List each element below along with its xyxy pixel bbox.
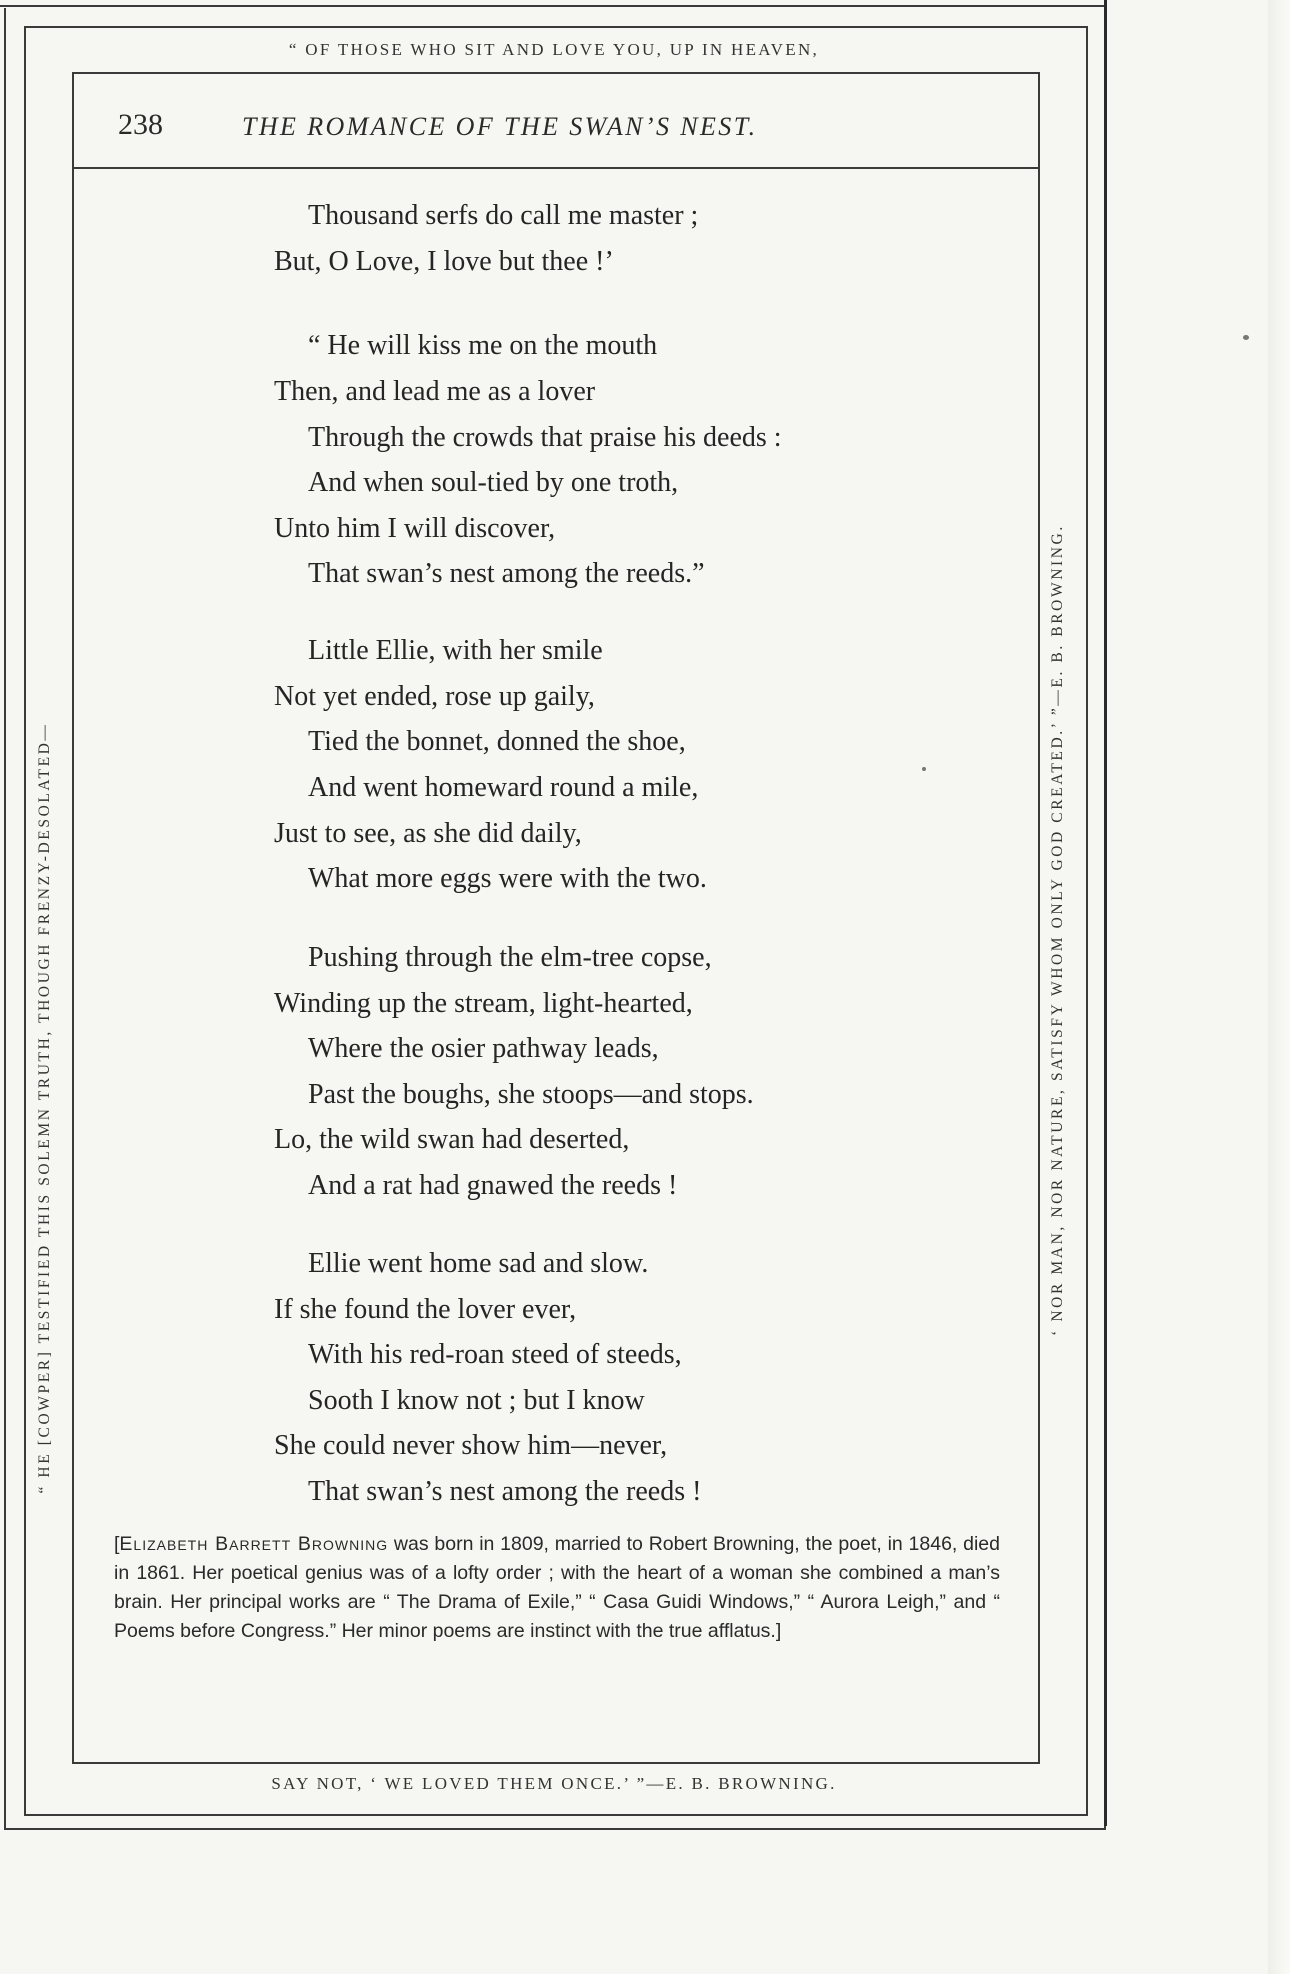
poem-line: And went homeward round a mile, <box>308 772 699 803</box>
poem-line: If she found the lover ever, <box>274 1294 577 1325</box>
poem-line: That swan’s nest among the reeds.” <box>308 558 705 589</box>
poem-line: But, O Love, I love but thee !’ <box>274 246 614 277</box>
poem-line: That swan’s nest among the reeds ! <box>308 1476 702 1507</box>
poem-line: Sooth I know not ; but I know <box>308 1385 645 1416</box>
note-bracket: [ <box>114 1533 120 1555</box>
note-text: was born in 1809, married to Robert Browning, the poet, in 1846, died in 1861. Her poetical genius was of a lofty order ; with the heart of a woman she combined a man’s brain. Her principal works are “ The Drama of Exile,” “ Casa Guidi Windows,” “ Aurora Leigh,” and “ Poems before Congress.” Her minor poems are instinct with the true afflatus.] <box>114 1533 1000 1642</box>
note-author: Elizabeth Barrett Browning <box>119 1533 389 1555</box>
poem-line: Through the crowds that praise his deeds : <box>308 422 782 453</box>
poem-line: What more eggs were with the two. <box>308 863 707 894</box>
poem-line: She could never show him—never, <box>274 1430 668 1461</box>
poem-line: Little Ellie, with her smile <box>308 635 603 666</box>
poem-line: Then, and lead me as a lover <box>274 376 596 407</box>
left-border-quote-text: “ HE [COWPER] TESTIFIED THIS SOLEMN TRUTH, THOUGH FRENZY-DESOLATED— <box>36 722 53 1494</box>
biographical-note <box>114 1530 1000 1646</box>
ink-speck <box>1280 906 1287 918</box>
poem-line: And when soul-tied by one troth, <box>308 467 679 498</box>
poem-line: Unto him I will discover, <box>274 513 556 544</box>
right-border-quote-text: ‘ NOR MAN, NOR NATURE, SATISFY WHOM ONLY GOD CREATED.’ ”—E. B. BROWNING. <box>1049 524 1066 1336</box>
poem-line: Tied the bonnet, donned the shoe, <box>308 726 686 757</box>
poem-line: Past the boughs, she stoops—and stops. <box>308 1079 754 1110</box>
running-title: THE ROMANCE OF THE SWAN’S NEST. <box>242 112 758 141</box>
poem-line: Just to see, as she did daily, <box>274 818 582 849</box>
poem-line: Thousand serfs do call me master ; <box>308 200 699 231</box>
ink-speck <box>1243 335 1249 340</box>
poem-line: Winding up the stream, light-hearted, <box>274 988 693 1019</box>
poem-line: With his red-roan steed of steeds, <box>308 1339 682 1370</box>
poem-line: “ He will kiss me on the mouth <box>308 330 658 361</box>
page-number: 238 <box>118 108 163 141</box>
top-border-quote: “ OF THOSE WHO SIT AND LOVE YOU, UP IN HEAVEN, <box>288 40 820 59</box>
poem-line: And a rat had gnawed the reeds ! <box>308 1170 678 1201</box>
poem-line: Where the osier pathway leads, <box>308 1033 659 1064</box>
bottom-border-quote: SAY NOT, ‘ WE LOVED THEM ONCE.’ ”—E. B. BROWNING. <box>271 1774 837 1793</box>
poem-line: Ellie went home sad and slow. <box>308 1248 649 1279</box>
poem-line: Lo, the wild swan had deserted, <box>274 1124 630 1155</box>
poem-line: Pushing through the elm-tree copse, <box>308 942 712 973</box>
ink-speck <box>922 767 926 771</box>
poem-line: Not yet ended, rose up gaily, <box>274 681 595 712</box>
